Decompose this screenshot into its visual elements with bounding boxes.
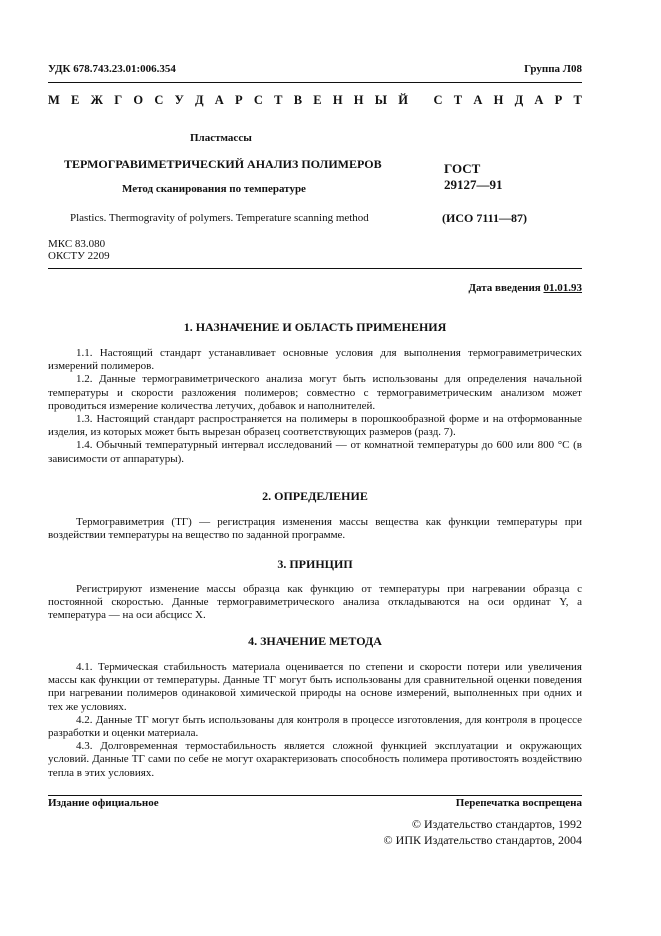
section-body: [48, 583, 582, 623]
section-body: [48, 661, 582, 780]
paragraph: 1.1. Настоящий стандарт устанавливает основные условия для выполнения термогравиметрических измерений полимеров.: [48, 347, 582, 373]
intro-date-label: Дата введения: [468, 282, 541, 294]
banner-letter: А: [214, 93, 224, 107]
banner-letter: В: [293, 93, 303, 107]
title-rule: [48, 268, 582, 269]
banner-letter: С: [154, 93, 164, 107]
banner-letter: Н: [353, 93, 364, 107]
paragraph: 4.3. Долговременная термостабильность является сложной функцией эксплуатации и окружающих условий. Данные ТГ сами по себе не могут охарактеризовать способность полимера противостоять воздействию тепла в этих условиях.: [48, 740, 582, 779]
banner-letter: Ы: [374, 93, 388, 107]
banner-letter: Й: [398, 93, 408, 107]
reprint-notice: Перепечатка воспрещена: [455, 797, 582, 809]
banner-letter: Т: [274, 93, 283, 107]
banner-letter: Р: [554, 93, 563, 107]
paragraph: 4.1. Термическая стабильность материала оценивается по степени и скорости потери или увеличения массы как функции от температуры. Данные ТГ могут быть использованы для сравнительной оценки поведения при нагревании полимеров одинаковой химической природы на основе измерений, выполненных при одних и тех же условиях.: [48, 661, 582, 713]
mks-code: МКС 83.080: [48, 238, 106, 250]
banner-letter: С: [433, 93, 443, 107]
intro-date: [468, 282, 582, 294]
banner-letter: Т: [573, 93, 582, 107]
banner-letter: Е: [71, 93, 80, 107]
section-body: [48, 347, 582, 466]
section-body: [48, 516, 582, 542]
paragraph: 1.2. Данные термогравиметрического анализа могут быть использованы для определения начальной температуры и скорости разложения полимеров; совместно с термогравиметрическим анализом может проводиться измерение количества летучих, добавок и наполнителей.: [48, 373, 582, 412]
section-title: 2. ОПРЕДЕЛЕНИЕ: [262, 489, 368, 503]
section-title: 3. ПРИНЦИП: [277, 557, 353, 571]
banner-letter: Г: [114, 93, 123, 107]
interstate-standard-banner: [48, 93, 582, 108]
banner-letter: М: [48, 93, 60, 107]
english-title: Plastics. Thermogravity of polymers. Temperature scanning method: [70, 212, 369, 224]
banner-letter: А: [534, 93, 544, 107]
banner-letter: Н: [493, 93, 504, 107]
banner-letter: Д: [194, 93, 204, 107]
banner-letter: У: [174, 93, 184, 107]
category-label: Пластмассы: [190, 132, 252, 144]
section-title: 1. НАЗНАЧЕНИЕ И ОБЛАСТЬ ПРИМЕНЕНИЯ: [183, 320, 447, 334]
banner-letter: Д: [514, 93, 524, 107]
copyright-1992: © Издательство стандартов, 1992: [411, 817, 582, 831]
banner-letter: Р: [235, 93, 243, 107]
footer-rule: [48, 795, 582, 796]
banner-letter: Е: [313, 93, 322, 107]
intro-date-value: 01.01.93: [543, 282, 582, 294]
udk-code: УДК 678.743.23.01:006.354: [48, 63, 176, 75]
banner-letter: О: [133, 93, 144, 107]
document-subtitle: Метод сканирования по температуре: [122, 183, 306, 195]
okstu-code: ОКСТУ 2209: [48, 250, 110, 262]
gost-number: 29127—91: [444, 177, 503, 192]
group-code: Группа Л08: [524, 63, 582, 75]
paragraph: Регистрируют изменение массы образца как функцию от температуры при нагревании образца с постоянной скоростью. Данные термогравиметрического анализа откладываются на оси ординат Y, а температура — на оси абсцисс X.: [48, 583, 582, 622]
banner-letter: Т: [453, 93, 463, 107]
banner-letter: Ж: [90, 93, 103, 107]
banner-letter: Н: [332, 93, 343, 107]
copyright-2004: © ИПК Издательство стандартов, 2004: [383, 833, 582, 847]
banner-letter: А: [473, 93, 483, 107]
paragraph: Термогравиметрия (ТГ) — регистрация изменения массы вещества как функции температуры при воздействии температуры на вещество по заданной программе.: [48, 516, 582, 542]
section-title: 4. ЗНАЧЕНИЕ МЕТОДА: [248, 634, 382, 648]
paragraph: 1.4. Обычный температурный интервал исследований — от комнатной температуры до 600 или 800 °С (в зависимости от аппаратуры).: [48, 439, 582, 465]
document-title: ТЕРМОГРАВИМЕТРИЧЕСКИЙ АНАЛИЗ ПОЛИМЕРОВ: [64, 157, 382, 171]
iso-reference: (ИСО 7111—87): [442, 211, 528, 225]
official-edition: Издание официальное: [48, 797, 159, 809]
paragraph: 1.3. Настоящий стандарт распространяется на полимеры в порошкообразной форме и на отформованные изделия, из которых может быть вырезан образец соответствующих размеров (разд. 7).: [48, 413, 582, 439]
header-rule: [48, 82, 582, 83]
banner-gap: [419, 93, 422, 108]
gost-label: ГОСТ: [444, 161, 481, 176]
paragraph: 4.2. Данные ТГ могут быть использованы для контроля в процессе изготовления, для контроля в процессе разработки и оценки материала.: [48, 713, 582, 740]
banner-letter: С: [253, 93, 263, 107]
